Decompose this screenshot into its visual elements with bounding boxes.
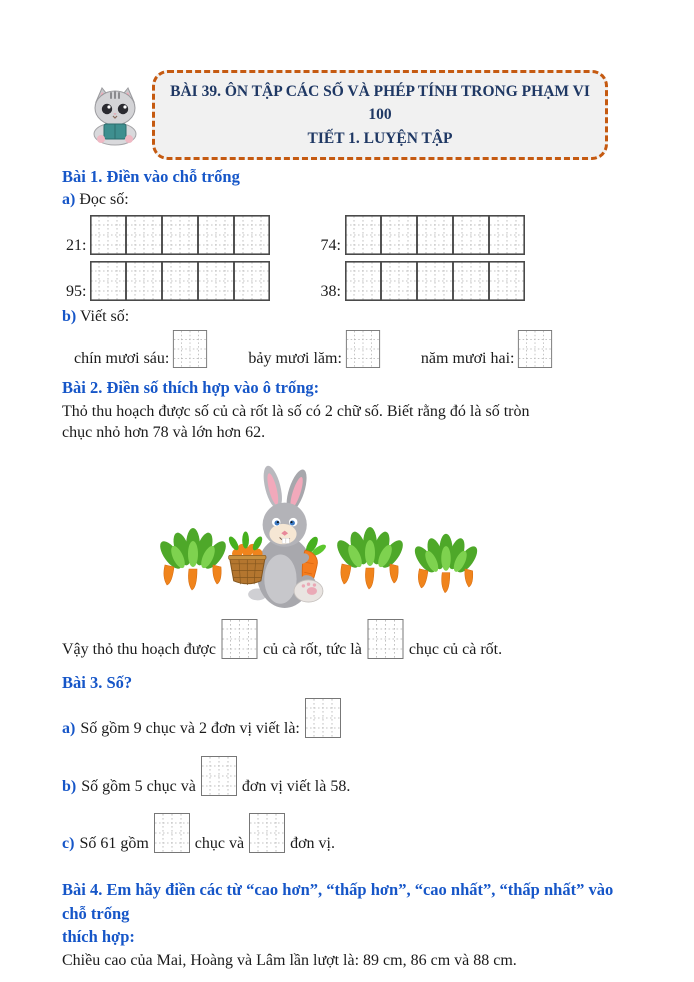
answer-suffix: chục củ cà rốt. xyxy=(408,640,503,658)
part-b-label: b) xyxy=(62,778,77,796)
exercise-1a-line xyxy=(62,190,636,211)
answer-box xyxy=(305,698,341,738)
write-item-96 xyxy=(74,330,208,368)
answer-grid-large xyxy=(345,261,525,301)
exercise-2-body xyxy=(62,401,636,444)
exercise-1-title: Bài 1. Điền vào chỗ trống xyxy=(62,166,240,186)
part-b-text-post: đơn vị viết là 58. xyxy=(241,778,351,796)
part-c-text-post: đơn vị. xyxy=(290,835,335,853)
part-a-text: Số gồm 9 chục và 2 đơn vị viết là: xyxy=(80,720,300,738)
lesson-header xyxy=(86,70,608,160)
number-words-label: chín mươi sáu: xyxy=(74,349,170,367)
part-a-text: Đọc số: xyxy=(79,191,129,209)
kitten-reading-icon xyxy=(86,84,144,146)
answer-box xyxy=(517,330,553,368)
lesson-title-line2: TIẾT 1. LUYỆN TẬP xyxy=(307,129,453,147)
write-item-52 xyxy=(421,330,554,368)
part-a-label: a) xyxy=(62,191,76,209)
answer-box xyxy=(154,813,190,853)
read-item-95 xyxy=(66,261,270,301)
part-b-text-pre: Số gồm 5 chục và xyxy=(81,778,196,796)
lesson-title-line1: BÀI 39. ÔN TẬP CÁC SỐ VÀ PHÉP TÍNH TRONG PHẠM VI 100 xyxy=(170,83,590,124)
read-number-row-1 xyxy=(66,215,636,255)
exercise-4-title-line1: Bài 4. Em hãy điền các từ “cao hơn”, “thấp hơn”, “cao nhất”, “thấp nhất” vào chỗ trống xyxy=(62,880,614,923)
exercise-2-title: Bài 2. Điền số thích hợp vào ô trống: xyxy=(62,377,320,397)
exercise-4-title xyxy=(62,878,636,947)
part-c-text-pre: Số 61 gồm xyxy=(79,835,149,853)
exercise-3b-line xyxy=(62,756,636,796)
answer-grid-large xyxy=(90,261,270,301)
lesson-title-box xyxy=(152,70,608,160)
exercise-2-body-line1: Thỏ thu hoạch được số củ cà rốt là số có 2 chữ số. Biết rằng đó là số tròn xyxy=(62,402,530,420)
number-label: 38: xyxy=(320,283,341,301)
answer-grid-large xyxy=(90,215,270,255)
write-item-75 xyxy=(248,330,381,368)
part-a-label: a) xyxy=(62,720,76,738)
exercise-3a-line xyxy=(62,698,636,738)
answer-mid: củ cà rốt, tức là xyxy=(262,640,362,658)
exercise-2-body-line2: chục nhỏ hơn 78 và lớn hơn 62. xyxy=(62,424,266,442)
write-number-row xyxy=(74,330,636,368)
answer-box xyxy=(249,813,285,853)
exercise-3-title: Bài 3. Số? xyxy=(62,672,133,692)
number-label: 95: xyxy=(66,283,87,301)
rabbit-carrots-illustration xyxy=(148,450,548,608)
part-b-label: b) xyxy=(62,308,77,326)
read-item-38 xyxy=(320,261,524,301)
number-words-label: năm mươi hai: xyxy=(420,349,515,367)
exercise-2-answer-line xyxy=(62,619,636,659)
read-number-row-2 xyxy=(66,261,636,301)
answer-grid-large xyxy=(345,215,525,255)
exercise-4-title-line2: thích hợp: xyxy=(62,926,135,946)
part-c-text-mid: chục và xyxy=(194,835,245,853)
answer-prefix: Vậy thỏ thu hoạch được xyxy=(62,640,216,658)
number-words-label: bảy mươi lăm: xyxy=(248,349,342,367)
answer-box xyxy=(201,756,237,796)
answer-box xyxy=(345,330,381,368)
read-item-21 xyxy=(66,215,270,255)
answer-box xyxy=(221,619,258,659)
read-item-74 xyxy=(320,215,524,255)
part-c-label: c) xyxy=(62,835,75,853)
exercise-1b-line xyxy=(62,307,636,328)
number-label: 74: xyxy=(320,237,341,255)
answer-box xyxy=(172,330,208,368)
exercise-3c-line xyxy=(62,813,636,853)
exercise-4-body: Chiều cao của Mai, Hoàng và Lâm lần lượt là: 89 cm, 86 cm và 88 cm. xyxy=(62,951,517,969)
answer-box xyxy=(367,619,404,659)
part-b-text: Viết số: xyxy=(79,308,130,326)
number-label: 21: xyxy=(66,237,87,255)
